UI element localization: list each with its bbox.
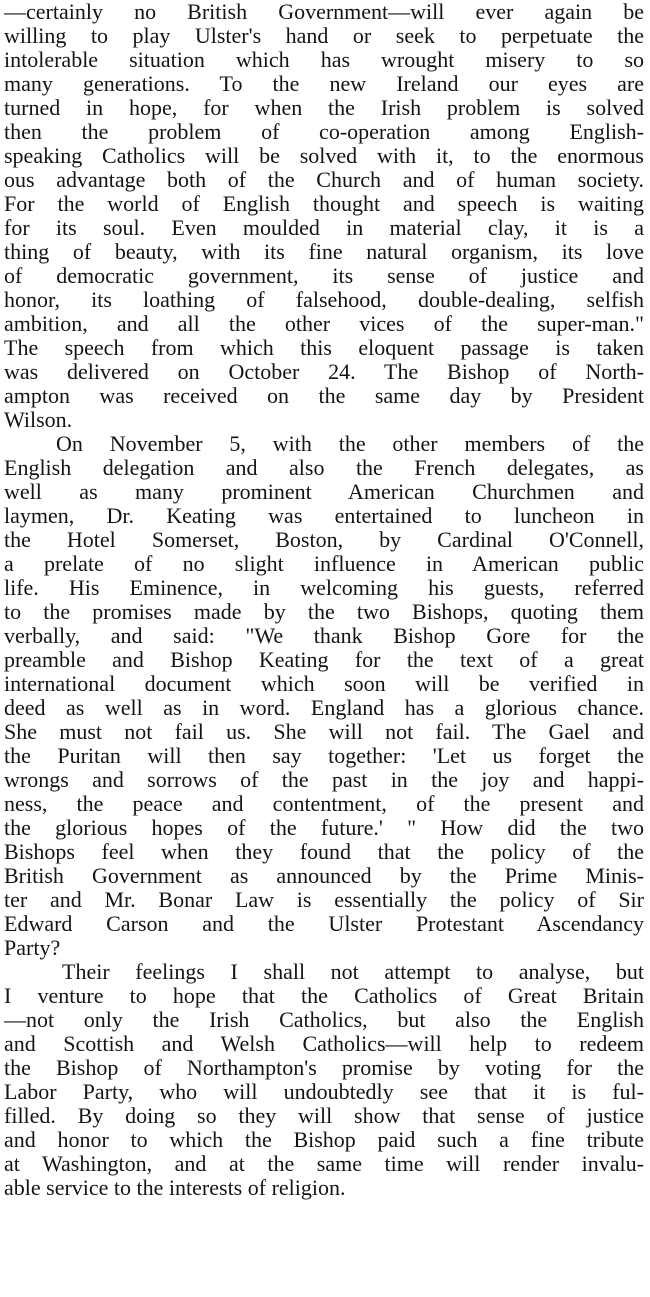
text-line: honor, its loathing of falsehood, double-dealing, selfish [4,288,644,312]
text-line: international document which soon will be verified in [4,672,644,696]
text-line: speaking Catholics will be solved with it, to the enormous [4,144,644,168]
text-line: —not only the Irish Catholics, but also the English [4,1008,644,1032]
text-line: intolerable situation which has wrought misery to so [4,48,644,72]
text-line: the glorious hopes of the future.' " How did the two [4,816,644,840]
paragraph [4,960,644,1200]
text-line: On November 5, with the other members of the [56,432,644,456]
text-line: Their feelings I shall not attempt to analyse, but [62,960,644,984]
text-line: well as many prominent American Churchmen and [4,480,644,504]
text-line: many generations. To the new Ireland our eyes are [4,72,644,96]
text-line: Wilson. [4,408,73,432]
text-line: and Scottish and Welsh Catholics—will help to redeem [4,1032,644,1056]
text-line: a prelate of no slight influence in American public [4,552,644,576]
text-line: preamble and Bishop Keating for the text of a great [4,648,644,672]
text-line: English delegation and also the French delegates, as [4,456,644,480]
text-line: For the world of English thought and speech is waiting [4,192,644,216]
text-line: ter and Mr. Bonar Law is essentially the policy of Sir [4,888,644,912]
text-line: filled. By doing so they will show that sense of justice [4,1104,644,1128]
text-line: wrongs and sorrows of the past in the joy and happi- [4,768,644,792]
text-line: for its soul. Even moulded in material clay, it is a [4,216,644,240]
text-line: ambition, and all the other vices of the super-man." [4,312,644,336]
paragraph [4,432,644,960]
text-line: —certainly no British Government—will ever again be [4,0,644,24]
text-line: thing of beauty, with its fine natural organism, its love [4,240,644,264]
text-line: turned in hope, for when the Irish problem is solved [4,96,644,120]
text-line: to the promises made by the two Bishops, quoting them [4,600,644,624]
text-line: at Washington, and at the same time will render invalu- [4,1152,644,1176]
text-line: and honor to which the Bishop paid such a fine tribute [4,1128,644,1152]
text-line: able service to the interests of religion. [4,1176,346,1200]
text-line: deed as well as in word. England has a glorious chance. [4,696,644,720]
text-line: laymen, Dr. Keating was entertained to luncheon in [4,504,644,528]
text-line: ampton was received on the same day by President [4,384,644,408]
text-line: the Puritan will then say together: 'Let us forget the [4,744,644,768]
text-line: ness, the peace and contentment, of the present and [4,792,644,816]
text-line: was delivered on October 24. The Bishop of North- [4,360,644,384]
text-line: of democratic government, its sense of justice and [4,264,644,288]
text-line: verbally, and said: "We thank Bishop Gore for the [4,624,644,648]
text-line: Party? [4,936,61,960]
text-line: ous advantage both of the Church and of human society. [4,168,644,192]
text-line: I venture to hope that the Catholics of Great Britain [4,984,644,1008]
text-line: British Government as announced by the Prime Minis- [4,864,644,888]
text-line: the Bishop of Northampton's promise by voting for the [4,1056,644,1080]
text-line: The speech from which this eloquent passage is taken [4,336,644,360]
text-line: Bishops feel when they found that the policy of the [4,840,644,864]
article-column [4,0,644,1200]
text-line: the Hotel Somerset, Boston, by Cardinal O'Connell, [4,528,644,552]
paragraph [4,0,644,432]
text-line: Labor Party, who will undoubtedly see that it is ful- [4,1080,644,1104]
text-line: life. His Eminence, in welcoming his guests, referred [4,576,644,600]
text-line: She must not fail us. She will not fail. The Gael and [4,720,644,744]
text-line: then the problem of co-operation among English- [4,120,644,144]
text-line: willing to play Ulster's hand or seek to perpetuate the [4,24,644,48]
text-line: Edward Carson and the Ulster Protestant Ascendancy [4,912,644,936]
